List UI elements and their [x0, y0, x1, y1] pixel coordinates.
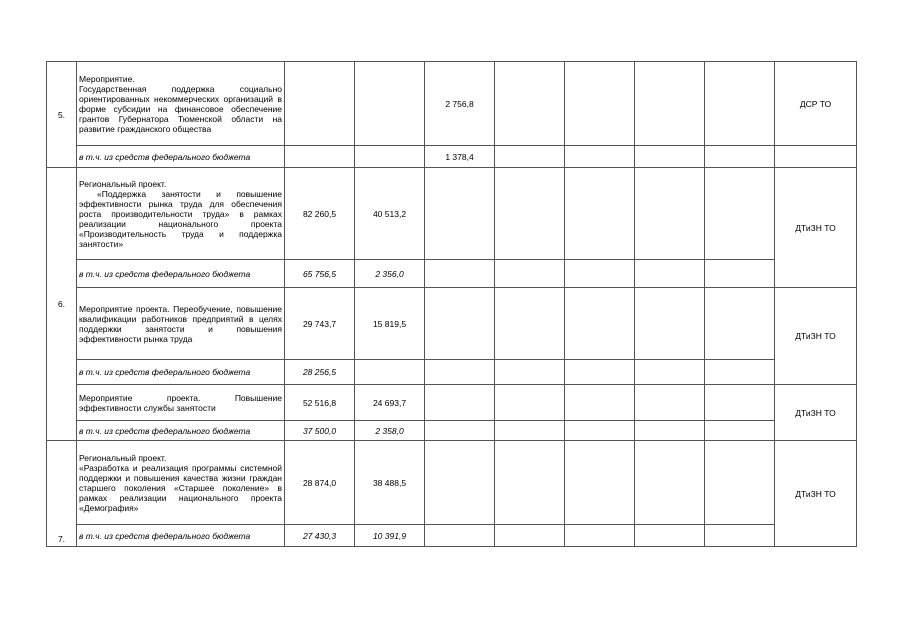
value-cell: [705, 146, 775, 168]
value-cell: [425, 260, 495, 288]
table-row: [47, 360, 857, 385]
activity-description: Мероприятие проекта. Повышение эффективности службы занятости: [77, 385, 285, 421]
value-cell: [565, 146, 635, 168]
value-cell: [355, 360, 425, 385]
value-cell: 28 256,5: [285, 360, 355, 385]
table-row: [47, 525, 857, 547]
value-cell: [425, 441, 495, 525]
value-cell: 82 260,5: [285, 168, 355, 260]
value-cell: [635, 288, 705, 360]
value-cell: [495, 360, 565, 385]
table-row: [47, 62, 857, 146]
table-row: [47, 288, 857, 360]
row-number: 7.: [47, 441, 77, 547]
value-cell: [635, 385, 705, 421]
row-number: 6.: [47, 168, 77, 441]
value-cell: [355, 146, 425, 168]
executor-cell: ДТиЗН ТО: [775, 441, 857, 547]
table-row: [47, 441, 857, 525]
activity-description: Региональный проект. «Разработка и реализация программы системной поддержки и повышения качества жизни граждан старшего поколения «Старшее поколение» в рамках реализации национального проекта «Демография»: [77, 441, 285, 525]
value-cell: 40 513,2: [355, 168, 425, 260]
federal-budget-label: в т.ч. из средств федерального бюджета: [77, 360, 285, 385]
value-cell: [495, 168, 565, 260]
value-cell: [565, 385, 635, 421]
value-cell: [355, 62, 425, 146]
value-cell: [635, 441, 705, 525]
value-cell: [425, 288, 495, 360]
value-cell: [635, 168, 705, 260]
executor-cell: ДТиЗН ТО: [775, 385, 857, 441]
value-cell: [705, 385, 775, 421]
value-cell: [705, 62, 775, 146]
value-cell: 27 430,3: [285, 525, 355, 547]
value-cell: [565, 421, 635, 441]
value-cell: 24 693,7: [355, 385, 425, 421]
value-cell: 15 819,5: [355, 288, 425, 360]
value-cell: [705, 421, 775, 441]
value-cell: [285, 146, 355, 168]
table-row: [47, 146, 857, 168]
value-cell: [565, 168, 635, 260]
value-cell: [495, 288, 565, 360]
value-cell: [775, 146, 857, 168]
value-cell: 1 378,4: [425, 146, 495, 168]
table-row: [47, 260, 857, 288]
value-cell: 2 756,8: [425, 62, 495, 146]
value-cell: 38 488,5: [355, 441, 425, 525]
value-cell: [495, 385, 565, 421]
activity-description: Региональный проект. «Поддержка занятости и повышение эффективности рынка труда для обеспечения роста производительности труда» в рамках реализации национального проекта «Производительность труда и поддержка занятости»: [77, 168, 285, 260]
activity-description: Мероприятие. Государственная поддержка социально ориентированных некоммерческих организаций в форме субсидии на финансовое обеспечение грантов Губернатора Тюменской области на развитие гражданского общества: [77, 62, 285, 146]
value-cell: 2 358,0: [355, 421, 425, 441]
value-cell: [705, 441, 775, 525]
table-row: [47, 168, 857, 260]
value-cell: [495, 260, 565, 288]
value-cell: [635, 62, 705, 146]
value-cell: [565, 360, 635, 385]
table-row: [47, 385, 857, 421]
value-cell: [565, 525, 635, 547]
value-cell: [635, 146, 705, 168]
value-cell: [565, 260, 635, 288]
value-cell: [635, 360, 705, 385]
federal-budget-label: в т.ч. из средств федерального бюджета: [77, 421, 285, 441]
value-cell: [425, 168, 495, 260]
executor-cell: ДТиЗН ТО: [775, 168, 857, 288]
value-cell: 65 756,5: [285, 260, 355, 288]
value-cell: [565, 288, 635, 360]
federal-budget-label: в т.ч. из средств федерального бюджета: [77, 525, 285, 547]
value-cell: [565, 62, 635, 146]
value-cell: [705, 168, 775, 260]
executor-cell: ДТиЗН ТО: [775, 288, 857, 385]
value-cell: [565, 441, 635, 525]
value-cell: [705, 260, 775, 288]
value-cell: [635, 421, 705, 441]
value-cell: [285, 62, 355, 146]
budget-table: [46, 61, 857, 547]
value-cell: [705, 288, 775, 360]
value-cell: [495, 62, 565, 146]
value-cell: 52 516,8: [285, 385, 355, 421]
value-cell: 28 874,0: [285, 441, 355, 525]
value-cell: [705, 525, 775, 547]
federal-budget-label: в т.ч. из средств федерального бюджета: [77, 146, 285, 168]
value-cell: [425, 385, 495, 421]
value-cell: 29 743,7: [285, 288, 355, 360]
value-cell: [425, 421, 495, 441]
value-cell: [705, 360, 775, 385]
executor-cell: ДСР ТО: [775, 62, 857, 146]
value-cell: [425, 525, 495, 547]
value-cell: [495, 441, 565, 525]
value-cell: 37 500,0: [285, 421, 355, 441]
row-number: 5.: [47, 62, 77, 168]
value-cell: [635, 525, 705, 547]
value-cell: [495, 146, 565, 168]
value-cell: [635, 260, 705, 288]
value-cell: [495, 421, 565, 441]
activity-description: Мероприятие проекта. Переобучение, повышение квалификации работников предприятий в целях поддержки занятости и повышения эффективности рынка труда: [77, 288, 285, 360]
value-cell: 10 391,9: [355, 525, 425, 547]
value-cell: [495, 525, 565, 547]
federal-budget-label: в т.ч. из средств федерального бюджета: [77, 260, 285, 288]
value-cell: [425, 360, 495, 385]
value-cell: 2 356,0: [355, 260, 425, 288]
table-row: [47, 421, 857, 441]
